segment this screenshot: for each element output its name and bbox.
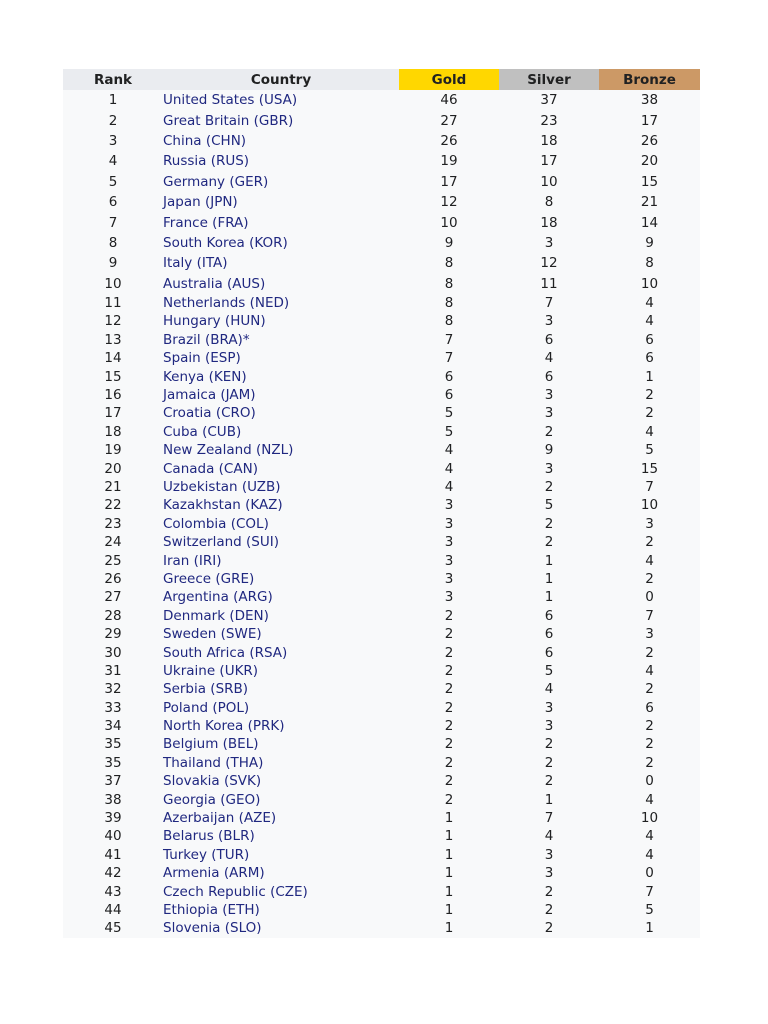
- gold-count: 2: [444, 736, 454, 753]
- gold-count: 2: [444, 662, 454, 679]
- rank-cell: 10: [104, 275, 122, 292]
- gold-count: 1: [444, 865, 454, 882]
- silver-count: 6: [544, 607, 554, 624]
- table-row: [63, 459, 700, 477]
- table-row: [63, 312, 700, 330]
- silver-count: 2: [544, 901, 554, 918]
- bronze-count: 2: [645, 754, 654, 771]
- silver-count: 2: [544, 883, 554, 900]
- bronze-count: 17: [640, 112, 659, 129]
- silver-count: 2: [544, 920, 554, 937]
- rank-cell: 44: [104, 901, 122, 918]
- header-country[interactable]: Country: [163, 69, 399, 90]
- silver-count: 6: [544, 368, 554, 385]
- country-link[interactable]: Belarus (BLR): [163, 828, 255, 845]
- country-link[interactable]: Slovakia (SVK): [163, 773, 262, 790]
- country-link[interactable]: Canada (CAN): [163, 460, 258, 477]
- rank-cell: 21: [104, 479, 122, 495]
- silver-count: 8: [544, 194, 554, 211]
- rank-cell: 22: [104, 497, 122, 514]
- gold-count: 4: [444, 479, 454, 495]
- silver-count: 2: [544, 754, 554, 771]
- silver-count: 7: [544, 295, 554, 312]
- gold-count: 26: [440, 132, 458, 149]
- country-link[interactable]: Slovenia (SLO): [163, 920, 262, 937]
- silver-count: 1: [544, 570, 554, 587]
- country-link[interactable]: Japan (JPN): [163, 194, 238, 211]
- rank-cell: 35: [104, 754, 122, 771]
- gold-count: 2: [444, 607, 454, 624]
- gold-count: 19: [440, 153, 458, 170]
- gold-count: 2: [444, 699, 454, 716]
- country-link[interactable]: Brazil (BRA)*: [163, 331, 250, 348]
- gold-count: 2: [444, 754, 454, 771]
- rank-cell: 4: [108, 153, 118, 170]
- table-row: [63, 735, 700, 753]
- silver-count: 3: [544, 846, 554, 863]
- rank-cell: 20: [104, 460, 122, 477]
- rank-cell: 43: [104, 883, 122, 900]
- table-row: [63, 662, 700, 680]
- table-row: [63, 253, 700, 273]
- rank-cell: 5: [108, 173, 118, 190]
- silver-count: 4: [544, 681, 554, 698]
- gold-count: 1: [444, 846, 454, 863]
- bronze-count: 5: [645, 901, 654, 918]
- bronze-count: 2: [645, 387, 654, 404]
- table-row: [63, 331, 700, 349]
- silver-count: 23: [540, 112, 558, 129]
- bronze-count: 5: [645, 442, 654, 459]
- bronze-count: 3: [645, 626, 654, 643]
- bronze-count: 15: [640, 173, 659, 190]
- table-row: [63, 294, 700, 312]
- bronze-count: 2: [645, 718, 654, 735]
- gold-count: 5: [444, 423, 454, 440]
- gold-count: 3: [444, 552, 454, 569]
- country-link[interactable]: Armenia (ARM): [163, 865, 265, 882]
- bronze-count: 0: [645, 773, 654, 790]
- country-link[interactable]: China (CHN): [163, 132, 247, 149]
- gold-count: 1: [444, 810, 454, 827]
- gold-count: 1: [444, 883, 454, 900]
- silver-count: 12: [540, 255, 558, 272]
- silver-count: 3: [544, 699, 554, 716]
- country-link[interactable]: New Zealand (NZL): [163, 442, 294, 459]
- rank-cell: 31: [104, 662, 122, 679]
- country-link[interactable]: Spain (ESP): [163, 350, 241, 367]
- bronze-count: 4: [645, 423, 654, 440]
- rank-cell: 8: [108, 234, 118, 251]
- table-row: [63, 515, 700, 533]
- silver-count: 6: [544, 644, 554, 661]
- table-row: [63, 772, 700, 790]
- table-row: [63, 496, 700, 514]
- bronze-count: 8: [645, 255, 654, 272]
- rank-cell: 7: [108, 214, 118, 231]
- country-link[interactable]: Croatia (CRO): [163, 405, 256, 422]
- country-link[interactable]: Belgium (BEL): [163, 736, 259, 753]
- gold-count: 2: [444, 681, 454, 698]
- table-row: [63, 699, 700, 717]
- country-link[interactable]: Ethiopia (ETH): [163, 901, 260, 918]
- silver-count: 3: [544, 405, 554, 422]
- country-link[interactable]: Italy (ITA): [163, 255, 228, 272]
- gold-count: 12: [440, 194, 458, 211]
- silver-count: 2: [544, 534, 554, 551]
- silver-count: 2: [544, 515, 554, 532]
- table-row: [63, 172, 700, 192]
- rank-cell: 17: [104, 405, 122, 422]
- bronze-count: 0: [645, 589, 654, 606]
- bronze-count: 3: [645, 515, 654, 532]
- bronze-count: 6: [645, 699, 654, 716]
- country-link[interactable]: Cuba (CUB): [163, 423, 242, 440]
- silver-count: 7: [544, 810, 554, 827]
- gold-count: 3: [444, 497, 454, 514]
- bronze-count: 4: [645, 791, 654, 808]
- rank-cell: 14: [104, 350, 122, 367]
- silver-count: 9: [544, 442, 554, 459]
- country-link[interactable]: Denmark (DEN): [163, 607, 269, 624]
- country-link[interactable]: Ukraine (UKR): [163, 662, 259, 679]
- table-row: [63, 441, 700, 459]
- rank-cell: 34: [104, 718, 122, 735]
- gold-count: 10: [440, 214, 458, 231]
- country-link[interactable]: Kenya (KEN): [163, 368, 247, 385]
- rank-cell: 11: [104, 295, 122, 312]
- rank-cell: 12: [104, 313, 122, 330]
- bronze-count: 2: [645, 570, 654, 587]
- gold-count: 8: [444, 275, 454, 292]
- bronze-count: 7: [645, 607, 654, 624]
- header-bronze[interactable]: Bronze: [599, 69, 700, 90]
- rank-cell: 19: [104, 442, 122, 459]
- country-link[interactable]: Germany (GER): [163, 173, 269, 190]
- silver-count: 6: [544, 331, 554, 348]
- country-link[interactable]: Switzerland (SUI): [163, 534, 280, 551]
- rank-cell: 15: [104, 368, 122, 385]
- table-row: [63, 478, 700, 496]
- country-link[interactable]: France (FRA): [163, 214, 249, 231]
- country-link[interactable]: Poland (POL): [163, 699, 250, 716]
- gold-count: 4: [444, 460, 454, 477]
- table-row: [63, 404, 700, 422]
- silver-count: 37: [540, 92, 558, 109]
- table-row: [63, 846, 700, 864]
- table-row: [63, 607, 700, 625]
- table-row: [63, 110, 700, 130]
- table-row: [63, 643, 700, 661]
- gold-count: 3: [444, 515, 454, 532]
- gold-count: 46: [440, 92, 458, 109]
- table-row: [63, 349, 700, 367]
- gold-count: 1: [444, 920, 454, 937]
- gold-count: 2: [444, 773, 454, 790]
- silver-count: 3: [544, 460, 554, 477]
- table-row: [63, 625, 700, 643]
- table-row: [63, 919, 700, 937]
- country-link[interactable]: Netherlands (NED): [163, 295, 290, 312]
- country-link[interactable]: Iran (IRI): [163, 552, 222, 569]
- gold-count: 2: [444, 791, 454, 808]
- rank-cell: 33: [104, 699, 122, 716]
- bronze-count: 4: [645, 313, 654, 330]
- gold-count: 17: [440, 173, 458, 190]
- table-row: [63, 790, 700, 808]
- rank-cell: 13: [104, 331, 122, 348]
- table-row: [63, 551, 700, 569]
- bronze-count: 10: [640, 497, 659, 514]
- table-row: [63, 901, 700, 919]
- rank-cell: 28: [104, 607, 122, 624]
- rank-cell: 39: [104, 810, 122, 827]
- gold-count: 8: [444, 313, 454, 330]
- silver-count: 2: [544, 423, 554, 440]
- country-link[interactable]: Great Britain (GBR): [163, 112, 294, 129]
- country-link[interactable]: Greece (GRE): [163, 570, 255, 587]
- bronze-count: 1: [645, 368, 654, 385]
- bronze-count: 0: [645, 865, 654, 882]
- gold-count: 1: [444, 828, 454, 845]
- table-row: [63, 192, 700, 212]
- rank-cell: 16: [104, 387, 122, 404]
- silver-count: 5: [544, 662, 554, 679]
- table-row: [63, 386, 700, 404]
- silver-count: 18: [540, 214, 558, 231]
- gold-count: 2: [444, 718, 454, 735]
- table-row: [63, 151, 700, 171]
- table-row: [63, 274, 700, 294]
- rank-cell: 23: [104, 515, 122, 532]
- country-link[interactable]: United States (USA): [163, 92, 298, 109]
- rank-cell: 42: [104, 865, 122, 882]
- rank-cell: 3: [108, 132, 118, 149]
- gold-count: 5: [444, 405, 454, 422]
- bronze-count: 21: [640, 194, 659, 211]
- gold-count: 9: [444, 234, 454, 251]
- bronze-count: 14: [640, 214, 659, 231]
- bronze-count: 2: [645, 644, 654, 661]
- silver-count: 3: [544, 865, 554, 882]
- rank-cell: 40: [104, 828, 122, 845]
- silver-count: 2: [544, 479, 554, 495]
- silver-count: 11: [540, 275, 558, 292]
- rank-cell: 27: [104, 589, 122, 606]
- bronze-count: 10: [640, 275, 659, 292]
- silver-count: 2: [544, 736, 554, 753]
- silver-count: 3: [544, 718, 554, 735]
- silver-count: 3: [544, 387, 554, 404]
- table-row: [63, 882, 700, 900]
- bronze-count: 4: [645, 846, 654, 863]
- table-row: [63, 423, 700, 441]
- country-link[interactable]: Hungary (HUN): [163, 313, 266, 330]
- rank-cell: 30: [104, 644, 122, 661]
- silver-count: 17: [540, 153, 558, 170]
- silver-count: 4: [544, 828, 554, 845]
- rank-cell: 32: [104, 681, 122, 698]
- silver-count: 18: [540, 132, 558, 149]
- rank-cell: 24: [104, 534, 122, 551]
- country-link[interactable]: South Africa (RSA): [163, 644, 288, 661]
- rank-cell: 37: [104, 773, 122, 790]
- rank-cell: 6: [108, 194, 118, 211]
- gold-count: 7: [444, 331, 454, 348]
- bronze-count: 2: [645, 681, 654, 698]
- gold-count: 3: [444, 589, 454, 606]
- country-link[interactable]: Azerbaijan (AZE): [163, 810, 277, 827]
- silver-count: 2: [544, 773, 554, 790]
- table-row: [63, 809, 700, 827]
- gold-count: 2: [444, 626, 454, 643]
- gold-count: 6: [444, 387, 454, 404]
- bronze-count: 10: [640, 810, 659, 827]
- rank-cell: 41: [104, 846, 122, 863]
- gold-count: 4: [444, 442, 454, 459]
- bronze-count: 2: [645, 405, 654, 422]
- gold-count: 8: [444, 255, 454, 272]
- gold-count: 3: [444, 534, 454, 551]
- gold-count: 3: [444, 570, 454, 587]
- table-row: [63, 754, 700, 772]
- silver-count: 1: [544, 791, 554, 808]
- silver-count: 4: [544, 350, 554, 367]
- rank-cell: 2: [108, 112, 118, 129]
- rank-cell: 29: [104, 626, 122, 643]
- rank-cell: 1: [108, 92, 118, 109]
- rank-cell: 38: [104, 791, 122, 808]
- bronze-count: 7: [645, 479, 654, 495]
- gold-count: 1: [444, 901, 454, 918]
- bronze-count: 15: [640, 460, 659, 477]
- gold-count: 6: [444, 368, 454, 385]
- bronze-count: 6: [645, 350, 654, 367]
- silver-count: 6: [544, 626, 554, 643]
- country-link[interactable]: Georgia (GEO): [163, 791, 261, 808]
- table-row: [63, 233, 700, 253]
- table-row: [63, 588, 700, 606]
- rank-cell: 26: [104, 570, 122, 587]
- table-row: [63, 864, 700, 882]
- header-rank[interactable]: Rank: [63, 69, 163, 90]
- country-link[interactable]: Kazakhstan (KAZ): [163, 497, 283, 514]
- table-row: [63, 533, 700, 551]
- country-link[interactable]: Jamaica (JAM): [163, 387, 256, 404]
- rank-cell: 45: [104, 920, 122, 937]
- country-link[interactable]: Uzbekistan (UZB): [163, 479, 281, 495]
- table-row: [63, 827, 700, 845]
- gold-count: 2: [444, 644, 454, 661]
- country-link[interactable]: North Korea (PRK): [163, 718, 285, 735]
- silver-count: 1: [544, 589, 554, 606]
- bronze-count: 9: [645, 234, 654, 251]
- country-link[interactable]: Russia (RUS): [163, 153, 250, 170]
- silver-count: 1: [544, 552, 554, 569]
- gold-count: 7: [444, 350, 454, 367]
- rank-cell: 35: [104, 736, 122, 753]
- table-row: [63, 131, 700, 151]
- rank-cell: 25: [104, 552, 122, 569]
- country-link[interactable]: Sweden (SWE): [163, 626, 262, 643]
- bronze-count: 2: [645, 534, 654, 551]
- table-row: [63, 717, 700, 735]
- bronze-count: 7: [645, 883, 654, 900]
- rank-cell: 9: [108, 255, 118, 272]
- bronze-count: 20: [640, 153, 659, 170]
- rank-cell: 18: [104, 423, 122, 440]
- bronze-count: 26: [640, 132, 659, 149]
- table-row: [63, 90, 700, 110]
- silver-count: 3: [544, 234, 554, 251]
- country-link[interactable]: Turkey (TUR): [163, 846, 250, 863]
- bronze-count: 2: [645, 736, 654, 753]
- country-link[interactable]: Thailand (THA): [163, 754, 264, 771]
- bronze-count: 4: [645, 828, 654, 845]
- country-link[interactable]: Argentina (ARG): [163, 589, 273, 606]
- bronze-count: 6: [645, 331, 654, 348]
- silver-count: 5: [544, 497, 554, 514]
- header-row: [63, 69, 700, 90]
- header-silver[interactable]: Silver: [499, 69, 599, 90]
- header-gold[interactable]: Gold: [399, 69, 499, 90]
- country-link[interactable]: Colombia (COL): [163, 515, 269, 532]
- bronze-count: 4: [645, 662, 654, 679]
- country-link[interactable]: Australia (AUS): [163, 275, 266, 292]
- silver-count: 3: [544, 313, 554, 330]
- country-link[interactable]: Czech Republic (CZE): [163, 883, 308, 900]
- bronze-count: 4: [645, 552, 654, 569]
- country-link[interactable]: Serbia (SRB): [163, 681, 249, 698]
- gold-count: 8: [444, 295, 454, 312]
- bronze-count: 4: [645, 295, 654, 312]
- table-row: [63, 680, 700, 698]
- country-link[interactable]: South Korea (KOR): [163, 234, 288, 251]
- medal-table: [63, 69, 700, 938]
- gold-count: 27: [440, 112, 458, 129]
- bronze-count: 38: [640, 92, 659, 109]
- silver-count: 10: [540, 173, 558, 190]
- table-row: [63, 212, 700, 232]
- medal-table-body: [63, 90, 700, 938]
- table-row: [63, 570, 700, 588]
- table-row: [63, 367, 700, 385]
- bronze-count: 1: [645, 920, 654, 937]
